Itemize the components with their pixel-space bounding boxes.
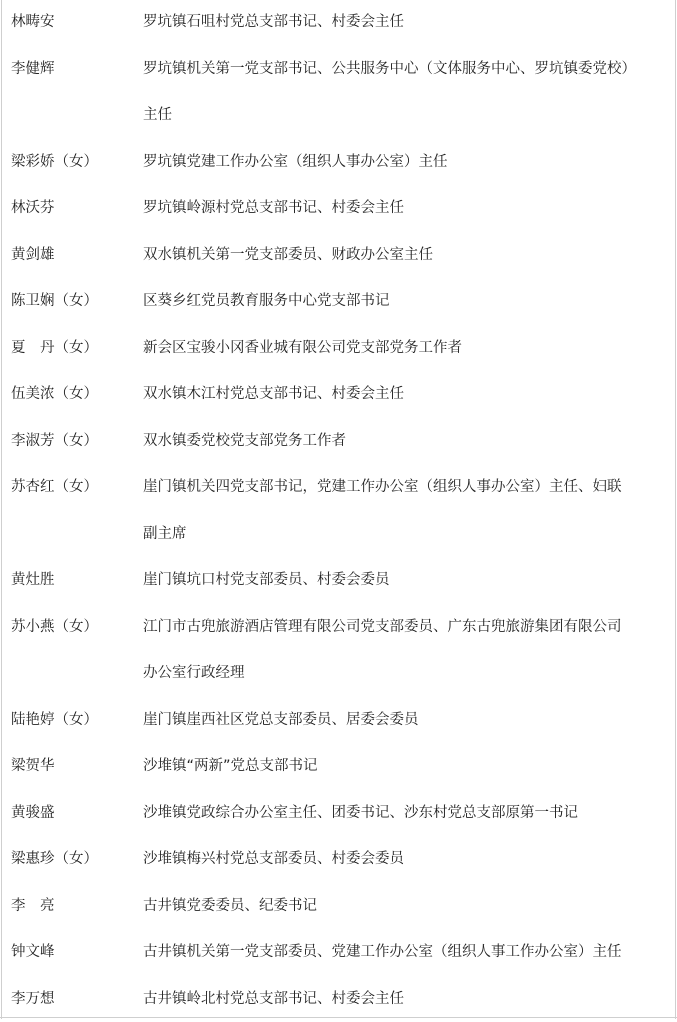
member-position-line: 副主席 [143, 511, 667, 558]
member-position-line: 沙堆镇党政综合办公室主任、团委书记、沙东村党总支部原第一书记 [143, 790, 667, 837]
member-position-line: 罗坑镇机关第一党支部书记、公共服务中心（文体服务中心、罗坑镇委党校） [143, 46, 667, 93]
member-name: 梁彩娇（女） [11, 139, 136, 186]
member-position-line: 罗坑镇石咀村党总支部书记、村委会主任 [143, 0, 667, 46]
member-name: 苏小燕（女） [11, 604, 136, 651]
list-item [0, 418, 677, 465]
member-position-line: 古井镇党委委员、纪委书记 [143, 883, 667, 930]
list-item [0, 604, 677, 697]
list-item [0, 232, 677, 279]
member-name: 钟文峰 [11, 929, 136, 976]
member-name: 黄剑雄 [11, 232, 136, 279]
member-position-line: 崖门镇机关四党支部书记，党建工作办公室（组织人事办公室）主任、妇联 [143, 464, 667, 511]
list-item [0, 976, 677, 1022]
member-name: 黄灶胜 [11, 557, 136, 604]
member-name: 李万想 [11, 976, 136, 1022]
member-name: 梁惠珍（女） [11, 836, 136, 883]
list-item [0, 371, 677, 418]
member-position-line: 双水镇木江村党总支部书记、村委会主任 [143, 371, 667, 418]
member-name: 陈卫娴（女） [11, 278, 136, 325]
member-position-line: 崖门镇坑口村党支部委员、村委会委员 [143, 557, 667, 604]
member-position-line: 罗坑镇党建工作办公室（组织人事办公室）主任 [143, 139, 667, 186]
list-item [0, 278, 677, 325]
member-position-line: 办公室行政经理 [143, 650, 667, 697]
member-name: 李 亮 [11, 883, 136, 930]
member-position-line: 崖门镇崖西社区党总支部委员、居委会委员 [143, 697, 667, 744]
member-position-line: 江门市古兜旅游酒店管理有限公司党支部委员、广东古兜旅游集团有限公司 [143, 604, 667, 651]
member-name: 黄骏盛 [11, 790, 136, 837]
member-position-line: 主任 [143, 92, 667, 139]
list-item [0, 139, 677, 186]
list-item [0, 836, 677, 883]
list-item [0, 46, 677, 139]
member-position-line: 沙堆镇“两新”党总支部书记 [143, 743, 667, 790]
member-name: 夏 丹（女） [11, 325, 136, 372]
list-item [0, 790, 677, 837]
list-item [0, 0, 677, 46]
list-item [0, 464, 677, 557]
member-position-line: 古井镇机关第一党支部委员、党建工作办公室（组织人事工作办公室）主任 [143, 929, 667, 976]
member-position-line: 古井镇岭北村党总支部书记、村委会主任 [143, 976, 667, 1022]
member-name: 梁贺华 [11, 743, 136, 790]
member-position-line: 新会区宝骏小冈香业城有限公司党支部党务工作者 [143, 325, 667, 372]
list-item [0, 325, 677, 372]
list-item [0, 743, 677, 790]
list-item [0, 883, 677, 930]
member-position-line: 双水镇委党校党支部党务工作者 [143, 418, 667, 465]
member-position-line: 罗坑镇岭源村党总支部书记、村委会主任 [143, 185, 667, 232]
member-position-line: 沙堆镇梅兴村党总支部委员、村委会委员 [143, 836, 667, 883]
list-item [0, 557, 677, 604]
member-position-line: 双水镇机关第一党支部委员、财政办公室主任 [143, 232, 667, 279]
list-item [0, 929, 677, 976]
list-item [0, 185, 677, 232]
member-name: 李健辉 [11, 46, 136, 93]
member-name: 陆艳婷（女） [11, 697, 136, 744]
member-name: 李淑芳（女） [11, 418, 136, 465]
member-name: 伍美浓（女） [11, 371, 136, 418]
member-name: 林畴安 [11, 0, 136, 46]
member-name: 苏杏红（女） [11, 464, 136, 511]
list-item [0, 697, 677, 744]
member-position-line: 区葵乡红党员教育服务中心党支部书记 [143, 278, 667, 325]
member-name: 林沃芬 [11, 185, 136, 232]
